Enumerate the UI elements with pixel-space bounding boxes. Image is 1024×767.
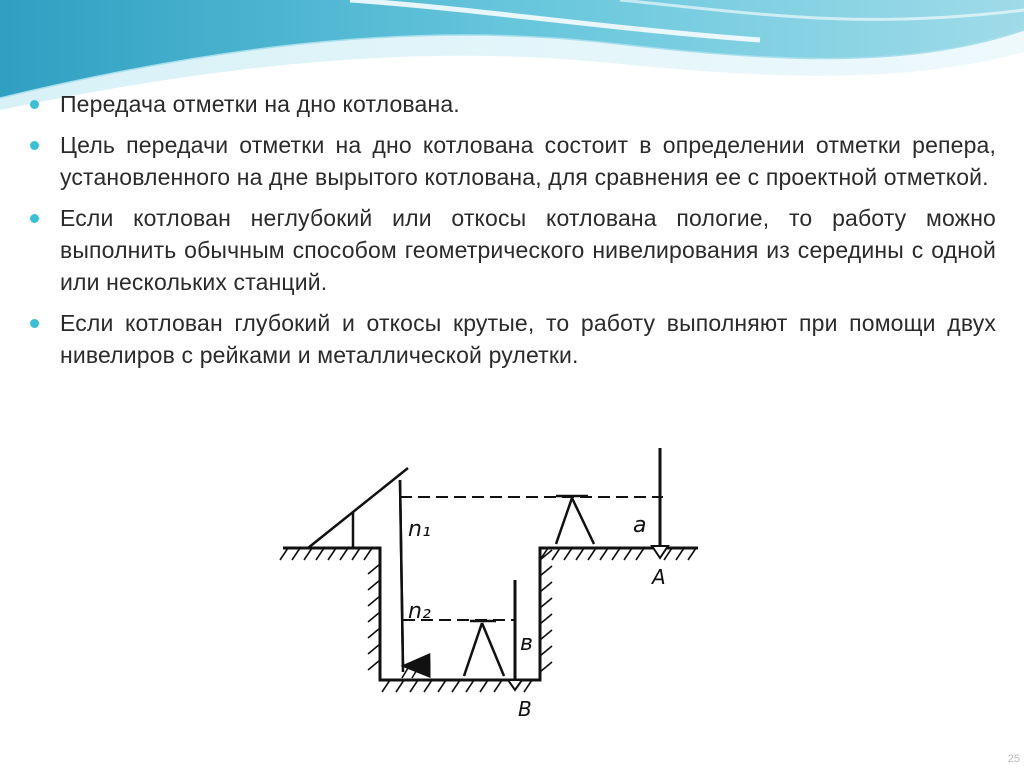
bullet-list [30, 88, 996, 380]
bullet-item [30, 88, 996, 120]
benchmark-b-icon [508, 680, 522, 690]
tape-bracket [308, 468, 408, 672]
excavation-leveling-diagram [278, 440, 708, 725]
bullet-item [30, 307, 996, 371]
label-A: A [652, 565, 666, 589]
bullet-item [30, 202, 996, 298]
bullet-dot-icon [30, 319, 39, 328]
lower-level-instrument [464, 621, 504, 676]
label-n2: n₂ [408, 599, 431, 624]
bullet-item [30, 129, 996, 193]
bullet-dot-icon [30, 214, 39, 223]
bullet-dot-icon [30, 100, 39, 109]
label-n1: n₁ [408, 517, 431, 542]
steel-tape [400, 480, 403, 666]
label-b: в [520, 631, 533, 656]
bullet-dot-icon [30, 141, 39, 150]
ground-profile [283, 548, 698, 680]
bullet-text: Если котлован глубокий и откосы крутые, то работу выполняют при помощи двух нивелиров с рейками и металлической рулетки. [60, 310, 996, 368]
bullet-text: Передача отметки на дно котлована. [60, 91, 460, 117]
label-B: B [518, 697, 532, 721]
upper-level-instrument [556, 496, 594, 544]
bullet-text: Если котлован неглубокий или откосы котлована пологие, то работу можно выполнить обычным способом геометрического нивелирования из середины с одной или нескольких станций. [60, 205, 996, 295]
bullet-text: Цель передачи отметки на дно котлована состоит в определении отметки репера, установленного на дне вырытого котлована, для сравнения ее с проектной отметкой. [60, 132, 996, 190]
page-number: 25 [1007, 753, 1020, 765]
label-a: a [633, 513, 647, 538]
